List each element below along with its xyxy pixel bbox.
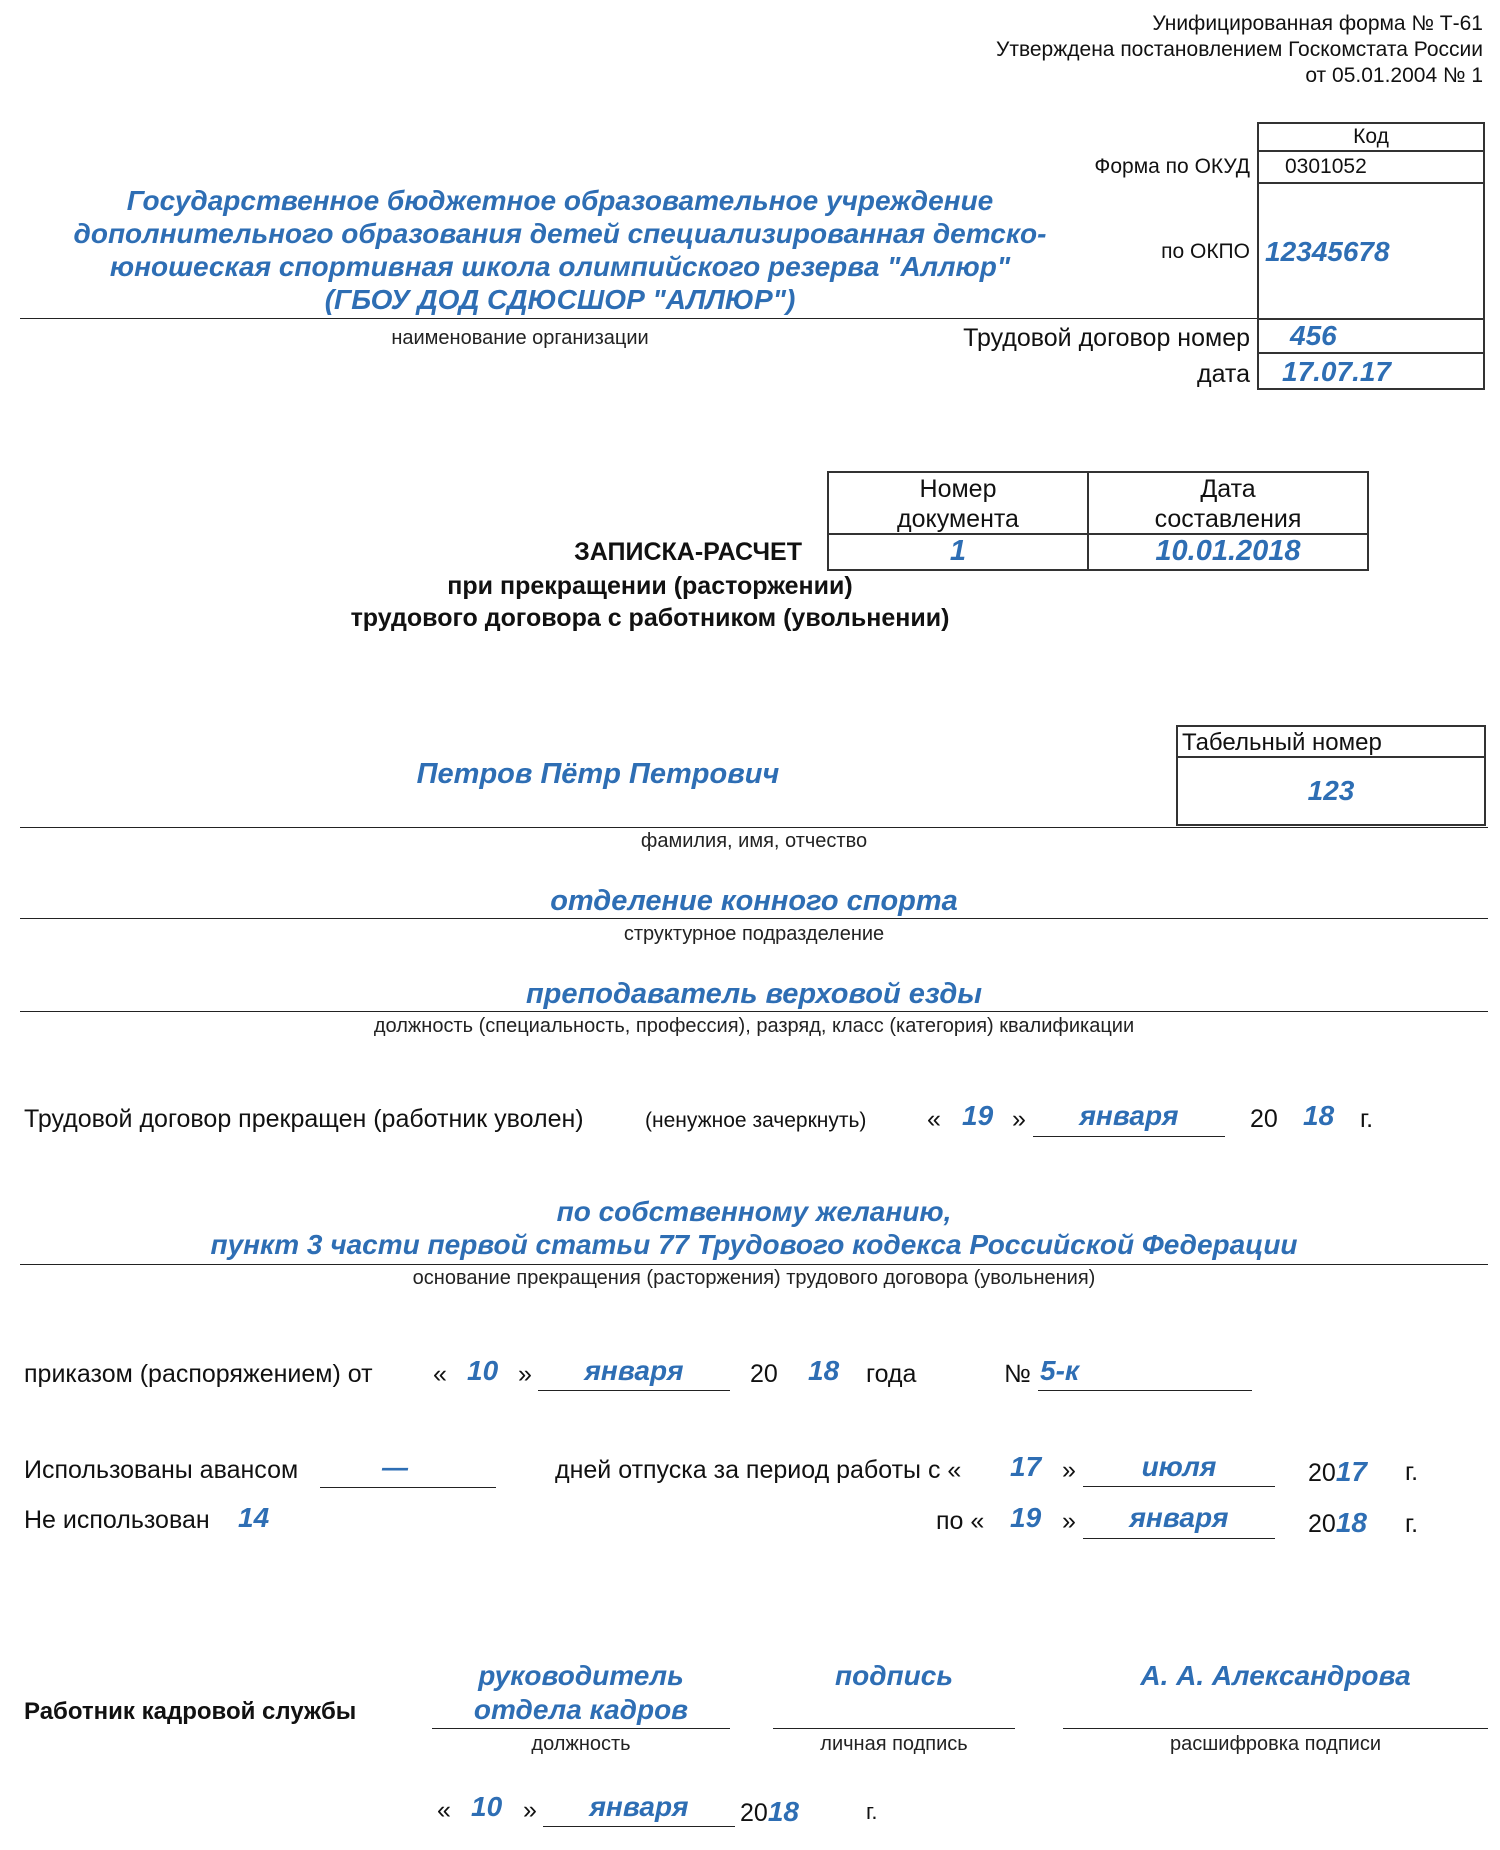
termination-month-underline — [1033, 1136, 1225, 1137]
vacation-from-year-prefix: 20 — [1308, 1459, 1336, 1487]
hr-signature-caption: личная подпись — [820, 1733, 968, 1755]
tab-number-label: Табельный номер — [1182, 729, 1382, 756]
hr-name-value: А. А. Александрова — [1140, 1660, 1411, 1691]
termination-century: 20 — [1250, 1105, 1278, 1133]
kod-label: Код — [1353, 125, 1389, 148]
vacation-to-label: по « — [936, 1507, 985, 1535]
form-line-3: от 05.01.2004 № 1 — [1305, 64, 1483, 87]
vacation-to-year-prefix: 20 — [1308, 1510, 1336, 1538]
position-value: преподаватель верховой езды — [525, 978, 983, 1010]
vacation-from-year — [1308, 1456, 1367, 1488]
sign-date-quote-open: « — [437, 1796, 451, 1824]
sign-date-g: г. — [866, 1799, 878, 1824]
vacation-to-month-underline — [1083, 1538, 1275, 1539]
sign-date-year — [740, 1796, 799, 1828]
org-line-1: Государственное бюджетное образовательное учреждение — [126, 185, 994, 216]
position-caption: должность (специальность, профессия), разряд, класс (категория) квалификации — [373, 1015, 1135, 1037]
hr-position-caption: должность — [531, 1733, 631, 1755]
hr-position-line-2: отдела кадров — [473, 1694, 689, 1725]
document-subtitle-2: трудового договора с работником (увольнении) — [350, 604, 950, 632]
sign-date-month-underline — [543, 1826, 735, 1827]
vacation-used-label: Использованы авансом — [24, 1456, 299, 1484]
sign-date-quote-close: » — [523, 1796, 537, 1824]
termination-year: 18 — [1303, 1100, 1335, 1131]
vacation-to-year — [1308, 1507, 1367, 1539]
doc-date-header-2: составления — [1154, 505, 1302, 533]
org-underline — [20, 318, 1257, 319]
vacation-used-underline — [320, 1487, 496, 1488]
order-century: 20 — [750, 1360, 778, 1388]
order-year: 18 — [808, 1355, 840, 1386]
basis-line-2: пункт 3 части первой статьи 77 Трудового кодекса Российской Федерации — [210, 1229, 1298, 1260]
vacation-from-year-suffix: 17 — [1335, 1456, 1367, 1487]
employee-name-underline — [20, 827, 1488, 828]
hr-position-underline — [432, 1728, 730, 1729]
department-value: отделение конного спорта — [550, 885, 958, 917]
document-subtitle-1: при прекращении (расторжении) — [447, 572, 853, 600]
hr-role-label: Работник кадровой службы — [24, 1698, 357, 1725]
termination-day: 19 — [962, 1100, 994, 1131]
vacation-from-g: г. — [1405, 1458, 1419, 1486]
contract-number-value: 456 — [1290, 320, 1337, 351]
contract-date-value: 17.07.17 — [1282, 356, 1391, 387]
sign-date-year-suffix: 18 — [767, 1796, 799, 1827]
order-number-underline — [1038, 1390, 1252, 1391]
vacation-from-month-underline — [1083, 1486, 1275, 1487]
position-underline — [20, 1011, 1488, 1012]
hr-name-caption: расшифровка подписи — [1169, 1733, 1381, 1755]
hr-name-underline — [1063, 1728, 1488, 1729]
vacation-to-day: 19 — [1010, 1502, 1042, 1533]
department-caption: структурное подразделение — [623, 923, 885, 945]
okpo-label: по ОКПО — [1161, 240, 1250, 263]
tab-number-value: 123 — [1307, 775, 1355, 806]
org-line-4: (ГБОУ ДОД СДЮСШОР "АЛЛЮР") — [324, 284, 796, 315]
vacation-used-value: — — [382, 1452, 408, 1482]
okud-value: 0301052 — [1285, 155, 1367, 178]
hr-signature-underline — [773, 1728, 1015, 1729]
vacation-to-year-suffix: 18 — [1335, 1507, 1367, 1538]
order-label: приказом (распоряжением) от — [24, 1360, 373, 1388]
order-quote-close: » — [518, 1360, 532, 1388]
contract-date-label: дата — [1196, 360, 1250, 388]
order-day: 10 — [467, 1355, 499, 1386]
employee-name-caption: фамилия, имя, отчество — [640, 830, 868, 852]
vacation-unused-value: 14 — [238, 1502, 270, 1533]
vacation-period-label: дней отпуска за период работы с « — [555, 1456, 962, 1484]
termination-quote-open: « — [927, 1105, 941, 1133]
vacation-from-month: июля — [1141, 1451, 1217, 1482]
employee-full-name: Петров Пётр Петрович — [416, 758, 780, 790]
order-quote-open: « — [433, 1360, 447, 1388]
document-title: ЗАПИСКА-РАСЧЕТ — [574, 538, 802, 566]
org-line-3: юношеская спортивная школа олимпийского резерва "Аллюр" — [109, 251, 1011, 282]
sign-date-year-prefix: 20 — [740, 1799, 768, 1827]
department-underline — [20, 918, 1488, 919]
okud-label: Форма по ОКУД — [1094, 155, 1250, 178]
doc-date-header-1: Дата — [1200, 475, 1256, 503]
termination-year-suffix: г. — [1360, 1105, 1374, 1133]
vacation-to-month: января — [1129, 1502, 1229, 1533]
hr-position-line-1: руководитель — [478, 1660, 684, 1691]
vacation-to-g: г. — [1405, 1510, 1419, 1538]
okpo-value: 12345678 — [1265, 236, 1390, 267]
basis-underline — [20, 1264, 1488, 1265]
termination-label: Трудовой договор прекращен (работник уволен) — [24, 1105, 584, 1133]
order-number-value: 5-к — [1040, 1355, 1080, 1386]
org-line-2: дополнительного образования детей специализированная детско- — [73, 218, 1047, 249]
doc-number-value: 1 — [949, 535, 967, 567]
order-month-underline — [538, 1390, 730, 1391]
order-number-label: № — [1004, 1360, 1031, 1388]
termination-month: января — [1079, 1100, 1179, 1131]
vacation-unused-label: Не использован — [24, 1506, 210, 1534]
form-line-1: Унифицированная форма № Т-61 — [1152, 12, 1483, 35]
contract-number-label: Трудовой договор номер — [963, 324, 1250, 352]
org-caption: наименование организации — [391, 327, 649, 349]
sign-date-month: января — [589, 1791, 689, 1822]
basis-line-1: по собственному желанию, — [556, 1196, 952, 1227]
vacation-from-quote-close: » — [1062, 1456, 1076, 1484]
doc-number-header-1: Номер — [919, 475, 997, 503]
vacation-from-day: 17 — [1010, 1451, 1042, 1482]
termination-note: (ненужное зачеркнуть) — [645, 1109, 867, 1132]
vacation-to-quote-close: » — [1062, 1507, 1076, 1535]
order-year-word: года — [866, 1360, 917, 1388]
hr-signature-value: подпись — [835, 1660, 953, 1691]
form-line-2: Утверждена постановлением Госкомстата России — [995, 38, 1483, 61]
doc-date-value: 10.01.2018 — [1155, 535, 1301, 567]
termination-quote-close: » — [1012, 1105, 1026, 1133]
sign-date-day: 10 — [471, 1791, 503, 1822]
basis-caption: основание прекращения (расторжения) трудового договора (увольнения) — [412, 1267, 1096, 1289]
doc-number-header-2: документа — [897, 505, 1019, 533]
order-month: января — [584, 1355, 684, 1386]
